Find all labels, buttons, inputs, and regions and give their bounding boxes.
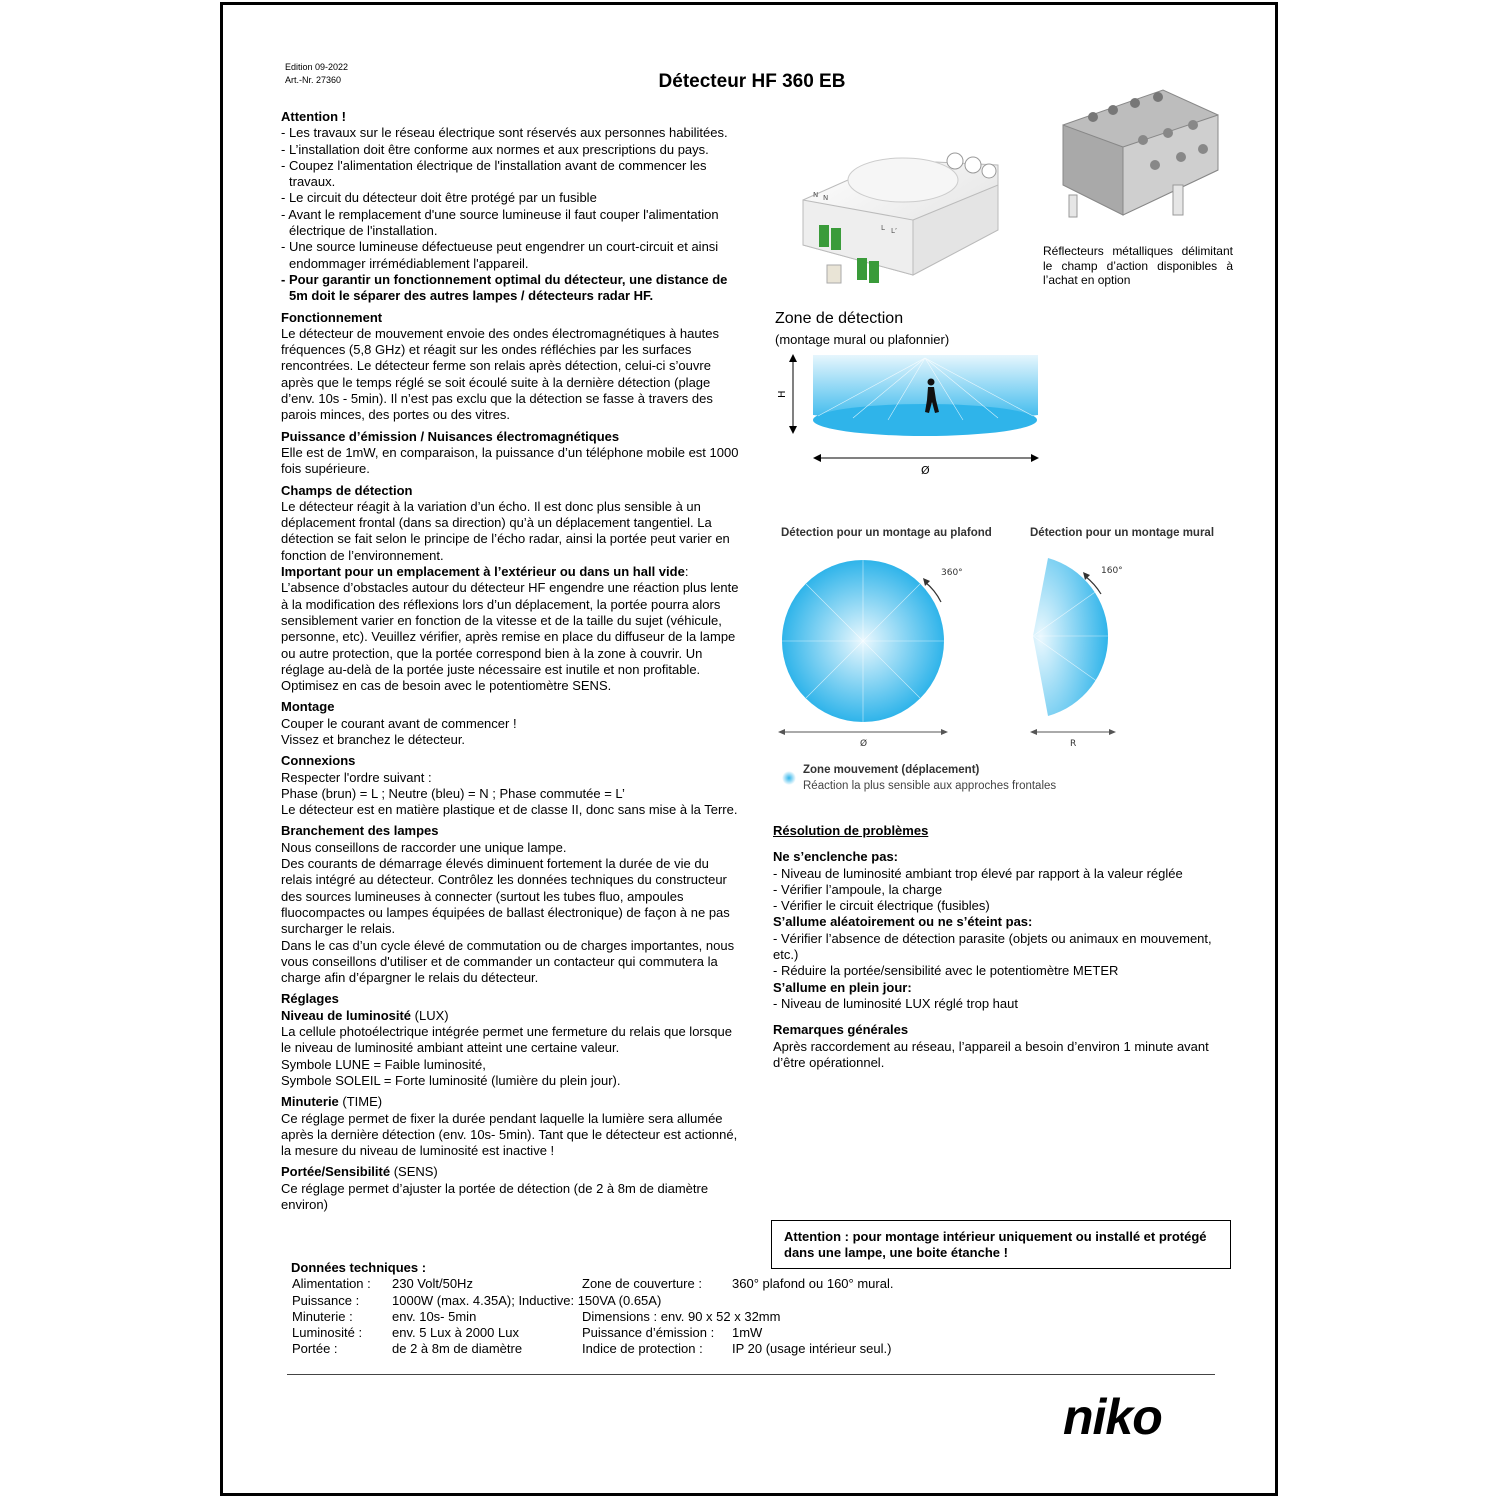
lux-normal: (LUX) <box>411 1007 449 1023</box>
tech-value: 230 Volt/50Hz <box>392 1276 473 1292</box>
lux-line: Symbole SOLEIL = Forte luminosité (lumière du plein jour). <box>281 1072 621 1088</box>
edition-text: Edition 09-2022 <box>285 62 349 72</box>
tech-value: IP 20 (usage intérieur seul.) <box>732 1341 892 1357</box>
tech-label: Indice de protection : <box>582 1341 703 1357</box>
legend-dot-icon <box>781 770 797 786</box>
problem-line: - Niveau de luminosité LUX réglé trop haut <box>773 995 1018 1011</box>
lux-bold: Niveau de luminosité <box>281 1007 412 1023</box>
tech-label: Dimensions : env. 90 x 52 x 32mm <box>582 1308 781 1324</box>
problem-line: - Réduire la portée/sensibilité avec le potentiomètre METER <box>773 963 1119 979</box>
sens-subheading <box>281 1164 743 1180</box>
zone-title: Zone de détection <box>775 310 904 327</box>
problem-heading: S’allume aléatoirement ou ne s’éteint pas: <box>773 914 1033 930</box>
fonctionnement-heading: Fonctionnement <box>281 309 383 325</box>
footer-divider <box>287 1374 1215 1375</box>
tech-value: de 2 à 8m de diamètre <box>392 1341 523 1357</box>
angle-360-label: 360° <box>941 568 963 578</box>
problem-line: - Vérifier l’absence de détection parasite (objets ou animaux en mouvement, etc.) <box>773 930 1212 963</box>
champs-important <box>281 564 743 694</box>
tech-value: 360° plafond ou 160° mural. <box>732 1276 894 1292</box>
time-normal: (TIME) <box>338 1094 383 1110</box>
height-label: H <box>777 390 788 398</box>
montage-heading: Montage <box>281 699 335 715</box>
connexions-line: Phase (brun) = L ; Neutre (bleu) = N ; Phase commutée = L’ <box>281 785 625 801</box>
problem-line: - Vérifier l’ampoule, la charge <box>773 881 943 897</box>
troubleshooting-section <box>773 823 1233 1071</box>
tech-label: Luminosité : <box>292 1325 363 1341</box>
problem-line: - Niveau de luminosité ambiant trop élevé par rapport à la valeur réglée <box>773 865 1183 881</box>
connexions-heading: Connexions <box>281 753 356 769</box>
tech-label: Zone de couverture : <box>582 1276 702 1292</box>
article-number: Art.-Nr. 27360 <box>285 75 342 85</box>
connexions-line: Le détecteur est en matière plastique et de classe II, donc sans mise à la Terre. <box>281 802 738 818</box>
montage-line: Couper le courant avant de commencer ! <box>281 715 517 731</box>
tech-value: env. 10s- 5min <box>392 1308 477 1324</box>
tech-label: Alimentation : <box>292 1276 371 1292</box>
problem-heading: S’allume en plein jour: <box>773 979 912 995</box>
ceiling-diameter-label: Ø <box>860 739 868 749</box>
branchement-line: Dans le cas d’un cycle élevé de commutation ou de charges importantes, nous vous conseillons d'utiliser et de commander un contacteur qui commutera la charge afin d’épargner le relais du détecteur. <box>281 937 735 986</box>
branchement-heading: Branchement des lampes <box>281 823 439 839</box>
remarks-text: Après raccordement au réseau, l’appareil a besoin d’environ 1 minute avant d’être opérationnel. <box>773 1038 1209 1070</box>
important-text: : L’absence d’obstacles autour du détecteur HF engendre une réaction plus lente à la modification des réflexions lors d’un déplacement, la portée pourra alors sensiblement varier en fonction de la vitesse et de la taille du sujet (véhicule, personne, etc). Veuillez vérifier, après remise en place du diffuseur de la lampe ou autre protection, que la portée correspond bien à la zone à couvrir. Un réglage au-delà de la portée juste nécessaire est inutile et non profitable. Optimisez en cas de besoin avec le potentiomètre SENS. <box>281 564 739 694</box>
branchement-line: Nous conseillons de raccorder une unique lampe. <box>281 839 567 855</box>
tech-label: Puissance : <box>292 1292 360 1308</box>
montage-line: Vissez et branchez le détecteur. <box>281 731 466 747</box>
zone-side-diagram <box>773 350 1043 480</box>
wall-detection-diagram <box>1023 550 1143 750</box>
reflector-caption: Réflecteurs métalliques délimitant le champ d’action disponibles à l’achat en option <box>1043 244 1233 287</box>
document-title: Détecteur HF 360 EB <box>658 71 846 92</box>
tech-value: env. 5 Lux à 2000 Lux <box>392 1325 519 1341</box>
reflector-image <box>1043 85 1233 235</box>
time-text: Ce réglage permet de fixer la durée pendant laquelle la lumière sera allumée après la dernière détection (env. 10s- 5min). Tant que le détecteur est actionné, la mesure du niveau de luminosité est inactive ! <box>281 1110 738 1159</box>
puissance-heading: Puissance d’émission / Nuisances électromagnétiques <box>281 428 620 444</box>
troubleshooting-heading: Résolution de problèmes <box>773 823 929 838</box>
time-subheading <box>281 1094 743 1110</box>
ceiling-detection-diagram <box>773 550 973 750</box>
attention-item: - L’installation doit être conforme aux normes et aux prescriptions du pays. <box>281 141 709 157</box>
sens-bold: Portée/Sensibilité <box>281 1164 391 1180</box>
sens-normal: (SENS) <box>390 1164 438 1180</box>
time-bold: Minuterie <box>281 1094 339 1110</box>
important-bold: Important pour un emplacement à l’extérieur ou dans un hall vide <box>281 564 685 580</box>
device-label: L <box>881 224 885 232</box>
ceiling-label: Détection pour un montage au plafond <box>781 527 992 539</box>
reglages-heading: Réglages <box>281 991 339 1007</box>
lux-line: La cellule photoélectrique intégrée permet une fermeture du relais que lorsque le niveau de luminosité ambiant atteint une certaine valeur. <box>281 1024 732 1056</box>
tech-table <box>292 1276 983 1357</box>
document-page <box>220 2 1278 1496</box>
remarks-heading: Remarques générales <box>773 1022 909 1038</box>
wall-label: Détection pour un montage mural <box>1030 527 1215 539</box>
champs-heading: Champs de détection <box>281 482 413 498</box>
attention-box: Attention : pour montage intérieur uniquement ou installé et protégé dans une lampe, une boite étanche ! <box>771 1220 1231 1269</box>
attention-item: - Les travaux sur le réseau électrique sont réservés aux personnes habilitées. <box>281 125 728 141</box>
tech-label: Minuterie : <box>292 1308 353 1324</box>
puissance-text: Elle est de 1mW, en comparaison, la puissance d’un téléphone mobile est 1000 fois supérieure. <box>281 444 739 477</box>
device-label: N <box>813 191 819 199</box>
detector-device-image <box>783 125 1013 310</box>
fonctionnement-text: Le détecteur de mouvement envoie des ondes électromagnétiques à hautes fréquences (5,8 GHz) et réagit sur les ondes réfléchies par les surfaces rencontrées. Le détecteur ferme son relais après détection, celui-ci s’ouvre après que le temps réglé se soit écoulé suite à la dernière détection (plage d’env. 10s - 5min). Il n’est pas exclu que la détection se fasse à travers des parois minces, des portes ou des vitres. <box>281 325 719 423</box>
champs-text: Le détecteur réagit à la variation d’un écho. Il est donc plus sensible à un déplacement frontal (dans sa direction) qu’à un déplacement tangentiel. La détection se fait selon le principe de l’écho radar, ainsi la portée peut varier en fonction de l’environnement. <box>281 498 730 563</box>
tech-heading: Données techniques : <box>291 1260 427 1275</box>
tech-data <box>283 1260 983 1358</box>
tech-label: Portée : <box>292 1341 338 1357</box>
attention-item: - Le circuit du détecteur doit être protégé par un fusible <box>281 190 597 206</box>
radius-label: R <box>1070 739 1077 749</box>
attention-heading: Attention ! <box>281 109 346 124</box>
tech-label: Puissance d’émission : <box>582 1325 715 1341</box>
device-label: L’ <box>891 227 898 235</box>
problem-line: - Vérifier le circuit électrique (fusibles) <box>773 898 990 914</box>
diameter-label: Ø <box>921 464 930 477</box>
attention-bold-item: - Pour garantir un fonctionnement optimal du détecteur, une distance de 5m doit le séparer des autres lampes / détecteurs radar HF. <box>281 271 728 304</box>
legend-text: Réaction la plus sensible aux approches frontales <box>803 780 1057 792</box>
zone-subtitle: (montage mural ou plafonnier) <box>775 332 950 347</box>
attention-item: - Coupez l'alimentation électrique de l'installation avant de commencer les travaux. <box>281 157 707 190</box>
problem-heading: Ne s’enclenche pas: <box>773 849 898 865</box>
branchement-line: Des courants de démarrage élevés diminuent fortement la durée de vie du relais intégré au détecteur. Contrôlez les données techniques du constructeur des sources lumineuses à connecter (surtout les tubes fluo, ampoules fluocompactes ou lampes équipées de ballast électronique) de façon à ne pas surcharger le relais. <box>281 856 730 937</box>
attention-item: - Une source lumineuse défectueuse peut engendrer un court-circuit et ainsi endommager irrémédiablement l'appareil. <box>281 239 719 271</box>
tech-value: 1mW <box>732 1325 763 1341</box>
lux-subheading <box>281 1008 743 1024</box>
angle-160-label: 160° <box>1101 566 1123 576</box>
left-column <box>281 109 743 1249</box>
legend-title: Zone mouvement (déplacement) <box>803 764 980 776</box>
tech-value: 1000W (max. 4.35A); Inductive: 150VA (0.65A) <box>392 1292 662 1308</box>
niko-logo: niko <box>1063 1389 1162 1445</box>
attention-item: - Avant le remplacement d'une source lumineuse il faut couper l'alimentation électrique de l'installation. <box>281 206 719 239</box>
lux-line: Symbole LUNE = Faible luminosité, <box>281 1056 486 1072</box>
sens-text: Ce réglage permet d’ajuster la portée de détection (de 2 à 8m de diamètre environ) <box>281 1180 709 1212</box>
left-column-content <box>281 109 743 1249</box>
connexions-line: Respecter l'ordre suivant : <box>281 769 432 785</box>
device-label: N <box>823 194 829 202</box>
